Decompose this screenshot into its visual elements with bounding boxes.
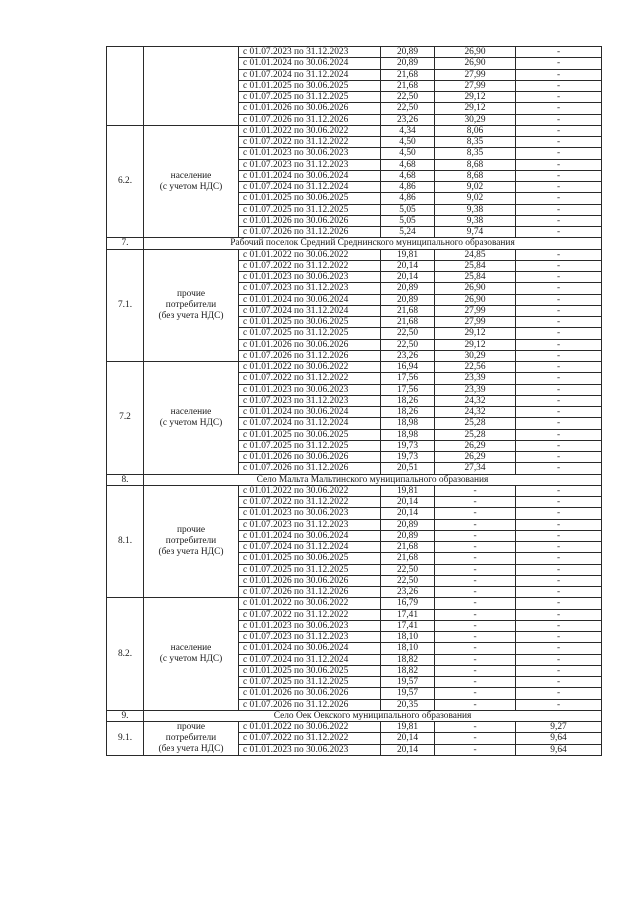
tariff-cell-3: - [516, 542, 602, 553]
period-cell: с 01.07.2022 по 31.12.2022 [239, 373, 381, 384]
category-line: потребители [165, 733, 217, 743]
tariff-cell-2: - [435, 744, 516, 755]
period-cell: с 01.01.2026 по 30.06.2026 [239, 215, 381, 226]
tariff-cell-2: 24,32 [435, 407, 516, 418]
tariff-cell-1: 22,50 [381, 339, 435, 350]
period-cell: с 01.01.2024 по 30.06.2024 [239, 170, 381, 181]
period-cell: с 01.01.2022 по 30.06.2022 [239, 485, 381, 496]
tariff-cell-3: - [516, 530, 602, 541]
category-line: (с учетом НДС) [159, 181, 223, 192]
tariff-cell-2: 26,29 [435, 440, 516, 451]
tariff-cell-1: 20,51 [381, 463, 435, 474]
period-cell: с 01.01.2023 по 30.06.2023 [239, 272, 381, 283]
tariff-cell-1: 23,26 [381, 350, 435, 361]
tariff-cell-1: 22,50 [381, 92, 435, 103]
section-heading-row [107, 474, 602, 485]
tariff-cell-1: 23,26 [381, 587, 435, 598]
tariff-cell-2: 9,74 [435, 227, 516, 238]
tariff-cell-1: 20,89 [381, 283, 435, 294]
period-cell: с 01.01.2025 по 30.06.2025 [239, 553, 381, 564]
tariff-cell-1: 17,56 [381, 384, 435, 395]
tariff-cell-1: 17,56 [381, 373, 435, 384]
category-line: потребители [165, 536, 217, 546]
category-line: население [170, 170, 212, 181]
period-cell: с 01.01.2022 по 30.06.2022 [239, 362, 381, 373]
tariff-cell-2: 9,38 [435, 204, 516, 215]
tariff-cell-3: - [516, 362, 602, 373]
tariff-cell-2: - [435, 665, 516, 676]
tariff-cell-1: 21,68 [381, 305, 435, 316]
period-cell: с 01.07.2023 по 31.12.2023 [239, 632, 381, 643]
tariff-cell-3: - [516, 485, 602, 496]
tariff-cell-2: 26,90 [435, 58, 516, 69]
period-cell: с 01.01.2024 по 30.06.2024 [239, 530, 381, 541]
tariff-cell-3: - [516, 373, 602, 384]
tariff-cell-3: - [516, 317, 602, 328]
period-cell: с 01.07.2024 по 31.12.2024 [239, 654, 381, 665]
tariff-cell-2: 8,35 [435, 137, 516, 148]
period-cell: с 01.01.2022 по 30.06.2022 [239, 722, 381, 733]
period-cell: с 01.07.2023 по 31.12.2023 [239, 47, 381, 58]
tariff-cell-3: - [516, 418, 602, 429]
period-cell: с 01.07.2026 по 31.12.2026 [239, 463, 381, 474]
tariff-cell-3: - [516, 137, 602, 148]
tariff-cell-1: 16,94 [381, 362, 435, 373]
consumer-category [144, 485, 239, 598]
consumer-category [144, 249, 239, 362]
tariff-cell-1: 5,05 [381, 204, 435, 215]
consumer-category [144, 47, 239, 126]
consumer-category [144, 362, 239, 475]
tariff-cell-1: 4,34 [381, 125, 435, 136]
tariff-cell-1: 4,50 [381, 148, 435, 159]
tariff-cell-2: 29,12 [435, 92, 516, 103]
tariff-cell-2: 26,29 [435, 452, 516, 463]
tariff-cell-2: 25,28 [435, 418, 516, 429]
tariff-cell-3: 9,64 [516, 744, 602, 755]
tariff-cell-2: 26,90 [435, 294, 516, 305]
tariff-cell-2: 9,02 [435, 193, 516, 204]
tariff-cell-1: 20,14 [381, 508, 435, 519]
item-number: 9.1. [107, 722, 144, 756]
tariff-cell-1: 17,41 [381, 620, 435, 631]
tariff-cell-1: 20,89 [381, 294, 435, 305]
tariff-cell-2: - [435, 654, 516, 665]
period-cell: с 01.07.2022 по 31.12.2022 [239, 260, 381, 271]
tariff-cell-1: 4,68 [381, 159, 435, 170]
tariff-cell-3: - [516, 350, 602, 361]
tariff-cell-3: - [516, 103, 602, 114]
tariff-cell-3: - [516, 429, 602, 440]
tariff-cell-2: - [435, 609, 516, 620]
tariff-cell-2: - [435, 722, 516, 733]
tariff-cell-1: 20,14 [381, 272, 435, 283]
category-line: (без учета НДС) [158, 310, 224, 321]
tariff-cell-3: - [516, 283, 602, 294]
period-cell: с 01.07.2022 по 31.12.2022 [239, 733, 381, 744]
tariff-cell-3: - [516, 677, 602, 688]
tariff-cell-2: 8,68 [435, 159, 516, 170]
tariff-cell-2: - [435, 699, 516, 710]
section-title: Село Оек Оекского муниципального образования [144, 710, 602, 721]
tariff-cell-1: 19,57 [381, 677, 435, 688]
tariff-cell-3: - [516, 272, 602, 283]
period-cell: с 01.01.2026 по 30.06.2026 [239, 452, 381, 463]
section-number: 7. [107, 238, 144, 249]
tariff-cell-2: 25,84 [435, 260, 516, 271]
period-cell: с 01.01.2023 по 30.06.2023 [239, 744, 381, 755]
tariff-cell-2: 27,99 [435, 317, 516, 328]
tariff-cell-3: - [516, 497, 602, 508]
table-row [107, 485, 602, 496]
consumer-category [144, 125, 239, 238]
tariff-cell-1: 4,86 [381, 182, 435, 193]
tariff-cell-2: 23,39 [435, 373, 516, 384]
tariff-cell-3: - [516, 204, 602, 215]
category-line: население [170, 643, 212, 653]
tariff-cell-3: - [516, 463, 602, 474]
tariff-cell-3: - [516, 294, 602, 305]
tariff-cell-1: 20,14 [381, 744, 435, 755]
tariff-cell-3: - [516, 587, 602, 598]
tariff-cell-3: - [516, 92, 602, 103]
period-cell: с 01.07.2025 по 31.12.2025 [239, 440, 381, 451]
tariff-cell-2: 8,06 [435, 125, 516, 136]
table-row [107, 125, 602, 136]
period-cell: с 01.07.2025 по 31.12.2025 [239, 564, 381, 575]
section-title: Село Мальта Мальтинского муниципального образования [144, 474, 602, 485]
tariff-cell-1: 20,14 [381, 733, 435, 744]
tariff-cell-3: - [516, 182, 602, 193]
period-cell: с 01.07.2022 по 31.12.2022 [239, 609, 381, 620]
tariff-cell-3: - [516, 575, 602, 586]
tariff-cell-3: - [516, 665, 602, 676]
period-cell: с 01.01.2026 по 30.06.2026 [239, 688, 381, 699]
tariff-cell-3: - [516, 227, 602, 238]
period-cell: с 01.01.2022 по 30.06.2022 [239, 249, 381, 260]
period-cell: с 01.07.2023 по 31.12.2023 [239, 395, 381, 406]
period-cell: с 01.01.2026 по 30.06.2026 [239, 339, 381, 350]
tariff-cell-2: 8,35 [435, 148, 516, 159]
tariff-cell-3: - [516, 452, 602, 463]
category-line: (без учета НДС) [158, 744, 224, 754]
tariff-cell-2: 8,68 [435, 170, 516, 181]
period-cell: с 01.07.2026 по 31.12.2026 [239, 227, 381, 238]
consumer-category [144, 722, 239, 756]
tariff-cell-2: 27,99 [435, 69, 516, 80]
period-cell: с 01.07.2026 по 31.12.2026 [239, 699, 381, 710]
tariff-cell-2: - [435, 530, 516, 541]
section-heading-row [107, 238, 602, 249]
tariff-cell-1: 20,89 [381, 47, 435, 58]
tariff-cell-3: - [516, 407, 602, 418]
tariff-cell-1: 5,24 [381, 227, 435, 238]
period-cell: с 01.07.2022 по 31.12.2022 [239, 137, 381, 148]
section-number: 8. [107, 474, 144, 485]
tariff-cell-1: 18,26 [381, 407, 435, 418]
period-cell: с 01.07.2025 по 31.12.2025 [239, 328, 381, 339]
tariff-cell-3: - [516, 553, 602, 564]
period-cell: с 01.01.2023 по 30.06.2023 [239, 620, 381, 631]
tariff-cell-2: 29,12 [435, 339, 516, 350]
tariff-cell-3: 9,27 [516, 722, 602, 733]
tariff-cell-1: 5,05 [381, 215, 435, 226]
tariff-cell-1: 19,73 [381, 452, 435, 463]
item-number: 7.2 [107, 362, 144, 475]
period-cell: с 01.01.2026 по 30.06.2026 [239, 103, 381, 114]
tariff-cell-1: 22,50 [381, 575, 435, 586]
item-number: 6.2. [107, 125, 144, 238]
period-cell: с 01.07.2024 по 31.12.2024 [239, 69, 381, 80]
tariff-cell-2: 23,39 [435, 384, 516, 395]
tariff-cell-2: 29,12 [435, 103, 516, 114]
period-cell: с 01.01.2023 по 30.06.2023 [239, 508, 381, 519]
tariff-cell-1: 4,68 [381, 170, 435, 181]
tariff-cell-2: - [435, 564, 516, 575]
tariff-cell-2: - [435, 598, 516, 609]
period-cell: с 01.07.2025 по 31.12.2025 [239, 677, 381, 688]
period-cell: с 01.07.2026 по 31.12.2026 [239, 114, 381, 125]
tariff-cell-3: - [516, 249, 602, 260]
tariff-cell-2: 26,90 [435, 283, 516, 294]
tariff-cell-3: - [516, 80, 602, 91]
tariff-cell-1: 22,50 [381, 564, 435, 575]
category-line: население [170, 406, 212, 417]
category-line: потребители [165, 299, 217, 310]
tariff-cell-3: - [516, 170, 602, 181]
tariff-cell-1: 20,35 [381, 699, 435, 710]
period-cell: с 01.01.2025 по 30.06.2025 [239, 665, 381, 676]
section-title: Рабочий поселок Средний Среднинского муниципального образования [144, 238, 602, 249]
tariff-cell-1: 22,50 [381, 103, 435, 114]
tariff-cell-1: 21,68 [381, 69, 435, 80]
category-line: прочие [176, 722, 206, 732]
tariff-cell-2: 30,29 [435, 114, 516, 125]
tariff-cell-2: - [435, 542, 516, 553]
tariff-cell-1: 18,98 [381, 429, 435, 440]
tariff-cell-1: 20,89 [381, 519, 435, 530]
table-row [107, 722, 602, 733]
tariff-cell-2: - [435, 688, 516, 699]
table-row [107, 362, 602, 373]
tariff-cell-1: 22,50 [381, 328, 435, 339]
period-cell: с 01.01.2022 по 30.06.2022 [239, 125, 381, 136]
tariff-cell-2: - [435, 620, 516, 631]
tariff-cell-3: - [516, 654, 602, 665]
tariff-cell-3: - [516, 384, 602, 395]
tariff-cell-3: - [516, 47, 602, 58]
period-cell: с 01.01.2025 по 30.06.2025 [239, 429, 381, 440]
tariff-cell-2: - [435, 497, 516, 508]
tariff-cell-3: - [516, 339, 602, 350]
period-cell: с 01.07.2022 по 31.12.2022 [239, 497, 381, 508]
tariff-cell-3: - [516, 260, 602, 271]
tariff-cell-2: 24,32 [435, 395, 516, 406]
category-line: (с учетом НДС) [159, 654, 223, 664]
tariff-cell-1: 20,14 [381, 497, 435, 508]
tariff-cell-1: 17,41 [381, 609, 435, 620]
category-line: (без учета НДС) [158, 547, 224, 557]
tariff-cell-3: - [516, 193, 602, 204]
tariff-cell-3: - [516, 58, 602, 69]
tariff-cell-2: - [435, 677, 516, 688]
tariff-cell-3: - [516, 564, 602, 575]
tariff-cell-3: - [516, 305, 602, 316]
tariff-cell-1: 20,89 [381, 58, 435, 69]
tariff-cell-2: - [435, 485, 516, 496]
section-heading-row [107, 710, 602, 721]
tariff-cell-2: - [435, 632, 516, 643]
tariff-cell-1: 16,79 [381, 598, 435, 609]
tariff-cell-1: 19,73 [381, 440, 435, 451]
table-row [107, 249, 602, 260]
period-cell: с 01.07.2025 по 31.12.2025 [239, 204, 381, 215]
tariff-cell-1: 21,68 [381, 553, 435, 564]
tariff-cell-3: - [516, 148, 602, 159]
period-cell: с 01.01.2023 по 30.06.2023 [239, 148, 381, 159]
tariff-cell-1: 18,26 [381, 395, 435, 406]
tariff-cell-2: - [435, 587, 516, 598]
tariff-cell-1: 23,26 [381, 114, 435, 125]
tariff-cell-1: 18,10 [381, 643, 435, 654]
tariff-cell-3: - [516, 395, 602, 406]
period-cell: с 01.07.2025 по 31.12.2025 [239, 92, 381, 103]
tariff-cell-1: 21,68 [381, 80, 435, 91]
period-cell: с 01.07.2023 по 31.12.2023 [239, 283, 381, 294]
tariff-cell-1: 19,57 [381, 688, 435, 699]
tariff-cell-3: - [516, 328, 602, 339]
period-cell: с 01.07.2023 по 31.12.2023 [239, 519, 381, 530]
tariff-cell-1: 21,68 [381, 317, 435, 328]
tariff-cell-1: 21,68 [381, 542, 435, 553]
period-cell: с 01.01.2024 по 30.06.2024 [239, 407, 381, 418]
tariff-cell-2: 29,12 [435, 328, 516, 339]
tariff-cell-2: - [435, 508, 516, 519]
category-line: прочие [176, 525, 206, 535]
period-cell: с 01.01.2022 по 30.06.2022 [239, 598, 381, 609]
tariff-cell-2: 27,34 [435, 463, 516, 474]
period-cell: с 01.01.2025 по 30.06.2025 [239, 80, 381, 91]
period-cell: с 01.07.2023 по 31.12.2023 [239, 159, 381, 170]
tariff-cell-1: 19,81 [381, 485, 435, 496]
period-cell: с 01.01.2024 по 30.06.2024 [239, 294, 381, 305]
period-cell: с 01.07.2024 по 31.12.2024 [239, 418, 381, 429]
tariff-cell-2: - [435, 519, 516, 530]
tariff-cell-2: - [435, 643, 516, 654]
tariff-cell-3: - [516, 69, 602, 80]
tariff-cell-3: - [516, 620, 602, 631]
category-line: (с учетом НДС) [159, 417, 223, 428]
tariff-cell-1: 18,98 [381, 418, 435, 429]
tariff-cell-2: 27,99 [435, 80, 516, 91]
category-line: прочие [176, 288, 206, 299]
tariff-cell-3: - [516, 215, 602, 226]
period-cell: с 01.01.2026 по 30.06.2026 [239, 575, 381, 586]
tariff-cell-3: - [516, 519, 602, 530]
tariff-cell-1: 18,82 [381, 654, 435, 665]
period-cell: с 01.07.2024 по 31.12.2024 [239, 542, 381, 553]
tariff-cell-1: 18,82 [381, 665, 435, 676]
tariff-cell-2: 22,56 [435, 362, 516, 373]
tariff-cell-3: - [516, 609, 602, 620]
tariff-cell-3: - [516, 632, 602, 643]
table-row [107, 598, 602, 609]
tariff-table-page [106, 46, 601, 756]
tariff-cell-1: 20,89 [381, 530, 435, 541]
tariff-cell-3: - [516, 598, 602, 609]
period-cell: с 01.07.2026 по 31.12.2026 [239, 350, 381, 361]
tariff-table [106, 46, 602, 756]
section-number: 9. [107, 710, 144, 721]
item-number [107, 47, 144, 126]
tariff-cell-3: - [516, 114, 602, 125]
tariff-cell-2: 9,02 [435, 182, 516, 193]
table-row [107, 47, 602, 58]
tariff-cell-2: - [435, 553, 516, 564]
tariff-cell-3: - [516, 508, 602, 519]
tariff-cell-1: 19,81 [381, 249, 435, 260]
tariff-cell-1: 20,14 [381, 260, 435, 271]
tariff-cell-3: - [516, 159, 602, 170]
tariff-cell-1: 18,10 [381, 632, 435, 643]
item-number: 8.2. [107, 598, 144, 711]
tariff-cell-2: 30,29 [435, 350, 516, 361]
period-cell: с 01.01.2025 по 30.06.2025 [239, 317, 381, 328]
tariff-cell-1: 19,81 [381, 722, 435, 733]
tariff-cell-1: 4,86 [381, 193, 435, 204]
tariff-cell-2: 27,99 [435, 305, 516, 316]
period-cell: с 01.01.2024 по 30.06.2024 [239, 58, 381, 69]
tariff-cell-3: 9,64 [516, 733, 602, 744]
tariff-cell-2: 25,84 [435, 272, 516, 283]
tariff-cell-3: - [516, 125, 602, 136]
tariff-cell-1: 4,50 [381, 137, 435, 148]
tariff-cell-2: 24,85 [435, 249, 516, 260]
tariff-cell-3: - [516, 440, 602, 451]
period-cell: с 01.07.2026 по 31.12.2026 [239, 587, 381, 598]
tariff-cell-2: 26,90 [435, 47, 516, 58]
period-cell: с 01.07.2024 по 31.12.2024 [239, 305, 381, 316]
tariff-cell-2: - [435, 733, 516, 744]
tariff-cell-3: - [516, 699, 602, 710]
consumer-category [144, 598, 239, 711]
tariff-cell-2: 9,38 [435, 215, 516, 226]
item-number: 7.1. [107, 249, 144, 362]
period-cell: с 01.01.2025 по 30.06.2025 [239, 193, 381, 204]
item-number: 8.1. [107, 485, 144, 598]
period-cell: с 01.01.2023 по 30.06.2023 [239, 384, 381, 395]
period-cell: с 01.07.2024 по 31.12.2024 [239, 182, 381, 193]
tariff-cell-2: - [435, 575, 516, 586]
tariff-cell-3: - [516, 643, 602, 654]
period-cell: с 01.01.2024 по 30.06.2024 [239, 643, 381, 654]
tariff-cell-3: - [516, 688, 602, 699]
tariff-cell-2: 25,28 [435, 429, 516, 440]
